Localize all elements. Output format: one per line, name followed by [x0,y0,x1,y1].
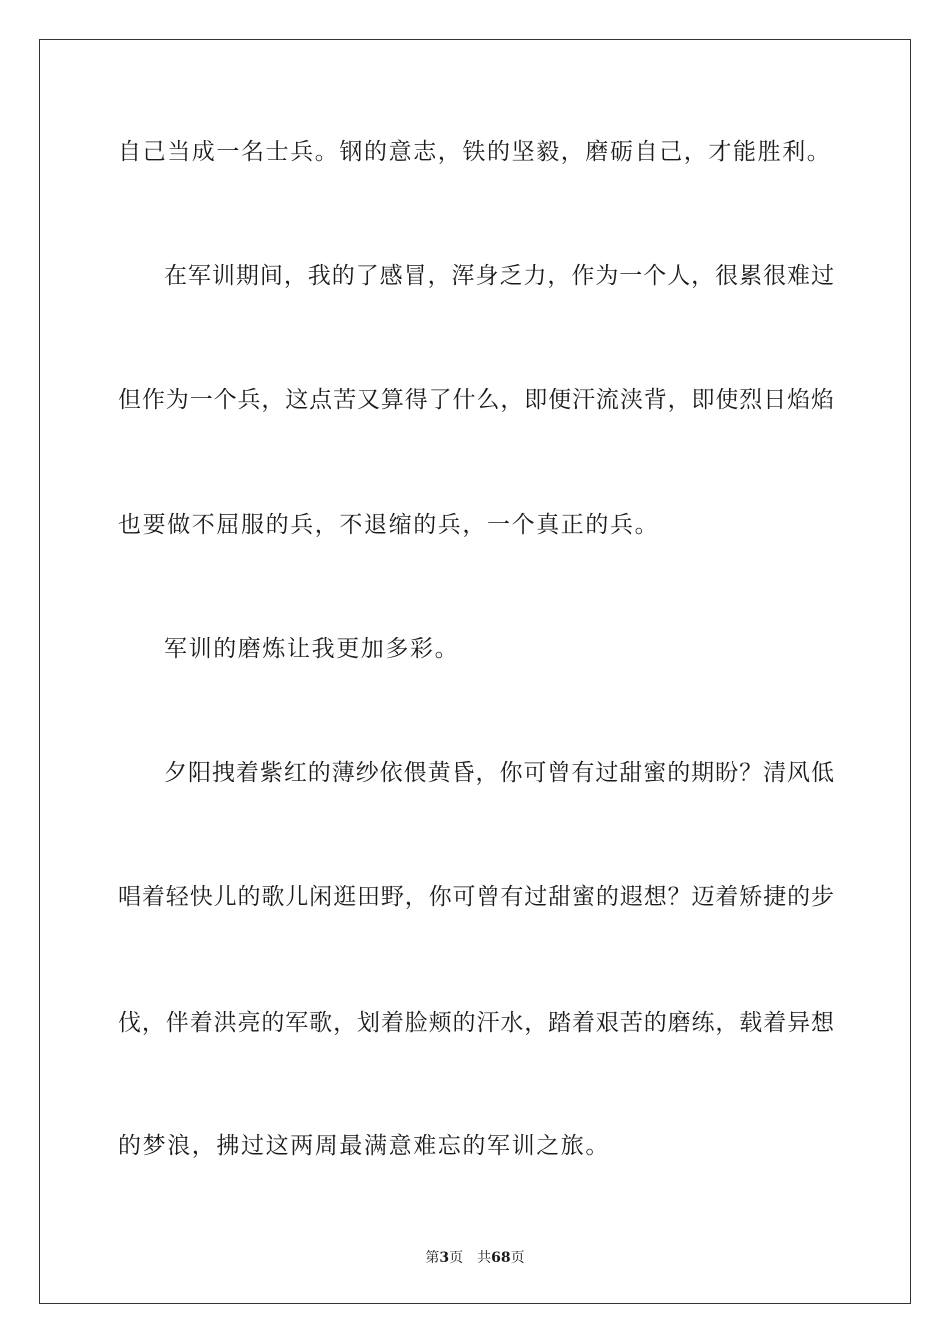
text-line-1: 自己当成一名士兵。钢的意志，铁的坚毅，磨砺自己，才能胜利。 [118,139,832,165]
text-line-7: 唱着轻快儿的歌儿闲逛田野，你可曾有过甜蜜的遐想？迈着矫捷的步 [118,884,834,910]
total-suffix: 页 [510,1250,525,1266]
text-line-6: 夕阳拽着紫红的薄纱依偎黄昏，你可曾有过甜蜜的期盼？清风低 [164,760,834,786]
total-pages: 68 [491,1250,511,1266]
page-prefix: 第 [425,1250,440,1266]
text-line-2: 在军训期间，我的了感冒，浑身乏力，作为一个人，很累很难过 [164,263,834,289]
total-prefix: 共 [477,1250,492,1266]
text-line-5: 军训的磨炼让我更加多彩。 [164,636,460,662]
text-line-4: 也要做不屈服的兵，不退缩的兵，一个真正的兵。 [118,512,660,538]
text-line-8: 伐，伴着洪亮的军歌，划着脸颊的汗水，踏着艰苦的磨练，载着异想 [118,1010,834,1036]
text-line-3: 但作为一个兵，这点苦又算得了什么，即便汗流浃背，即使烈日焰焰 [118,387,834,413]
page-number: 3 [439,1250,450,1266]
page-footer [0,1247,950,1267]
text-line-9: 的梦浪，拂过这两周最满意难忘的军训之旅。 [118,1133,610,1159]
page-suffix: 页 [449,1250,464,1266]
page-border [39,39,911,1304]
